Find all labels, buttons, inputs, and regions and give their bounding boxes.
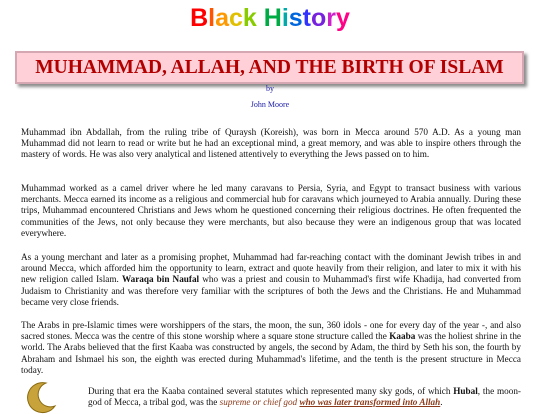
hubal-term: Hubal: [453, 386, 478, 396]
text-segment: As a young merchant and later as a promising prophet, Muhammad had far-reaching contact with the dominant Jewish tribes in and around Mecca, which afforded him the opportunity to learn, extract and quote heavily from their religion, and later to mix it with his new religion called Islam.: [21, 252, 521, 285]
paragraph-pre-islamic: [21, 320, 521, 376]
page-title-banner: [15, 51, 524, 84]
paragraph-hubal: [88, 386, 521, 408]
logo-letter: r: [326, 4, 337, 32]
text-segment: .: [440, 397, 443, 408]
supreme-god-phrase: supreme or chief god: [219, 397, 298, 408]
text-segment: , the moon-god of Mecca, a tribal god, was the: [88, 386, 521, 408]
black-history-logo: [0, 4, 540, 33]
crescent-moon-icon: [24, 380, 58, 414]
logo-letter: s: [288, 4, 303, 32]
paragraph-birth: Muhammad ibn Abdallah, from the ruling tribe of Quraysh (Koreish), was born in Mecca around 570 A.D. As a young man Muhammad did not learn to read or write but he had an exceptional mind, a great memory, and was able to inspire others through the mastery of words. He was also very analytical and listened attentively to everything the Jews passed on to him.: [21, 127, 521, 160]
text-segment: The Arabs in pre-Islamic times were worshippers of the stars, the moon, the sun, 360 idols - one for every day of the year -, and also sacred stones. Mecca was the centre of this stone worship where a square stone structure called the: [21, 320, 521, 342]
logo-letter: B: [190, 4, 209, 32]
text-segment: was the holiest shrine in the world. The Arabs believed that the first Kaaba was constructed by angels, the second by Adam, the third by Seth his son, the fourth by Abraham and Ishmael his son, the eighth was erected during Muhammad's lifetime, and the tenth is the present structure in Mecca today.: [21, 331, 521, 375]
logo-letter: l: [208, 4, 216, 32]
text-segment: During that era the Kaaba contained several statutes which represented many sky gods, of which: [88, 386, 454, 396]
logo-letter: y: [336, 4, 350, 32]
byline-by: by: [266, 84, 274, 93]
paragraph-young-merchant: [21, 252, 521, 308]
logo-letter: k: [242, 4, 257, 32]
kaaba-term: Kaaba: [389, 331, 416, 342]
logo-letter: H: [263, 4, 282, 32]
waraqa-name: Waraqa bin Naufal: [121, 274, 200, 285]
author-name: John Moore: [250, 100, 290, 109]
logo-letter: [257, 4, 264, 33]
text-segment: who was a priest and cousin to Muhammad's first wife Khadija, had converted from Judaism to Christianity and was therefore very familiar with the scriptures of both the Jews and the Christians. He and Muhammad became very close friends.: [21, 274, 521, 307]
logo-letter: a: [215, 4, 229, 32]
allah-phrase: who was later transformed into Allah: [299, 397, 441, 408]
logo-letter: c: [228, 4, 243, 32]
logo-letter: t: [302, 4, 311, 32]
logo-letter: o: [311, 4, 327, 32]
logo-letter: i: [281, 4, 289, 32]
page-title: MUHAMMAD, ALLAH, AND THE BIRTH OF ISLAM: [35, 57, 504, 78]
paragraph-camel-driver: Muhammad worked as a camel driver where he led many caravans to Persia, Syria, and Egypt to transact business with various merchants. Mecca earned its income as a religious and commercial hub for caravans which journeyed to Arabia annually. During these trips, Muhammad encountered Christians and Jews whom he questioned concerning their religious doctrines. He often frequented the communities of the Jews, not only because they were merchants, but also because they were an indigenous group that was located everywhere.: [21, 183, 521, 238]
